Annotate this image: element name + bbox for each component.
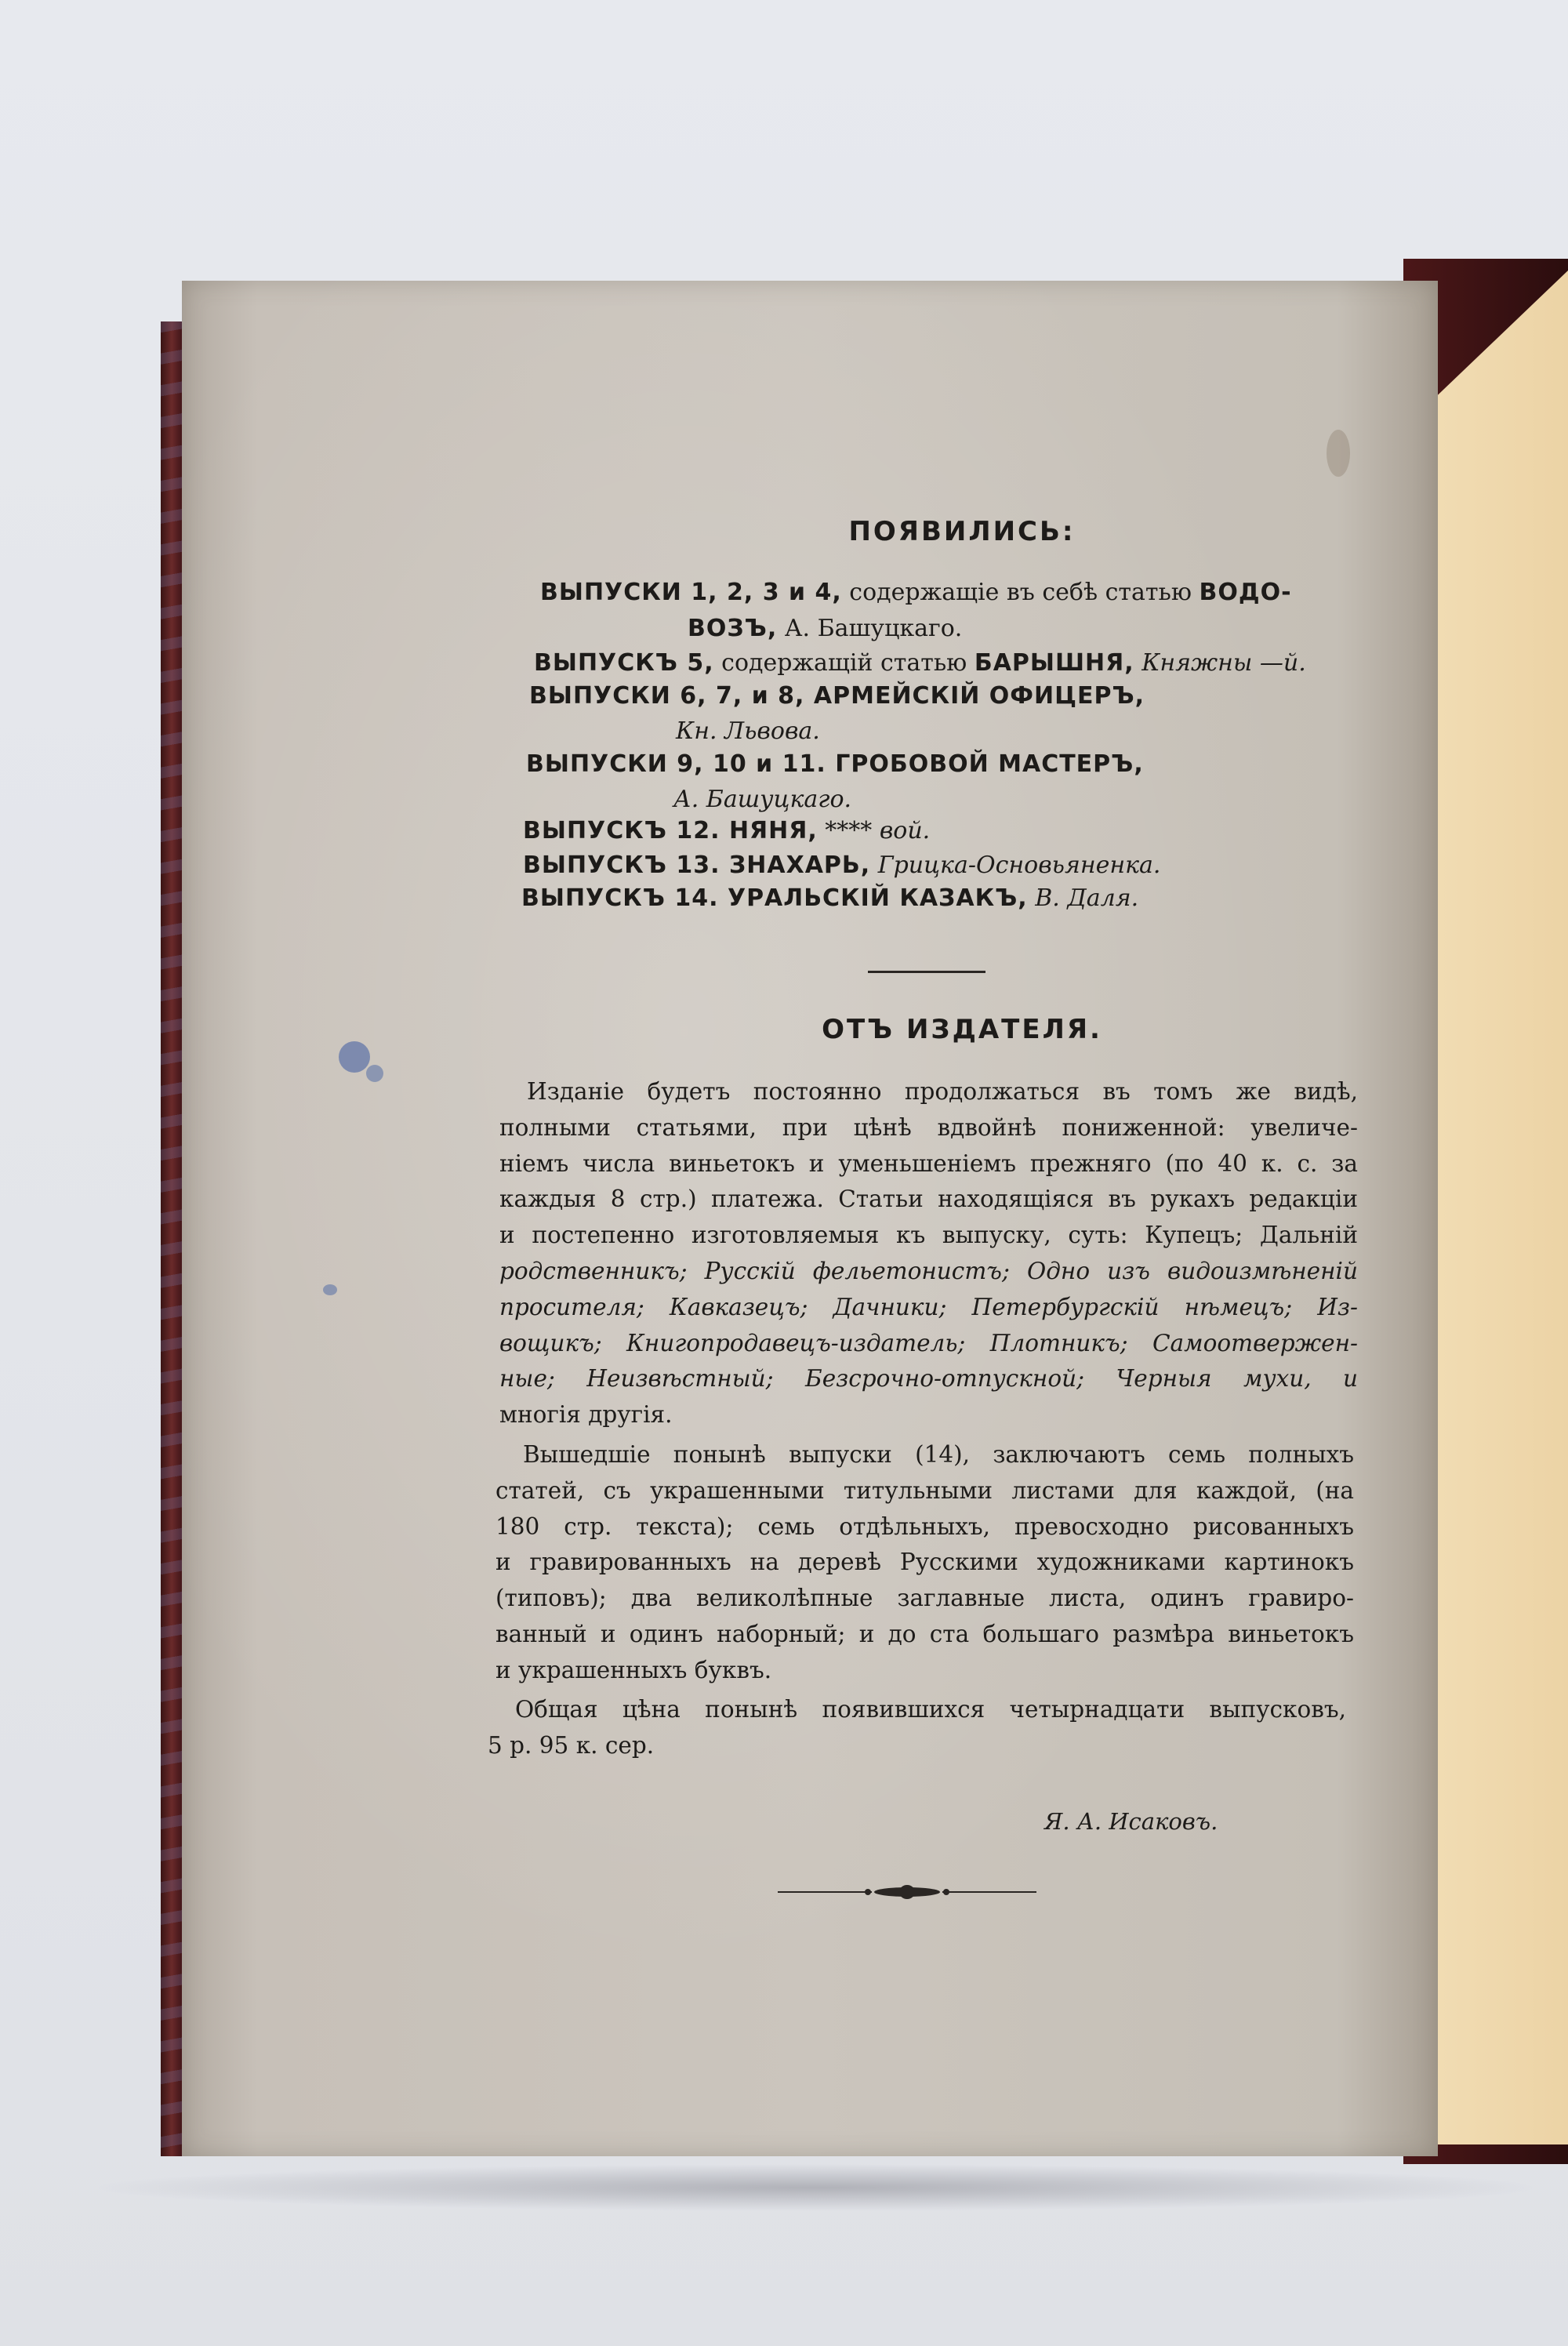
divider-rule: [868, 971, 985, 973]
appeared-heading: ПОЯВИЛИСЬ:: [848, 516, 1076, 547]
issue-entry: ВЫПУСКИ 6, 7, и 8, АРМЕЙСКІЙ ОФИЦЕРЪ,: [529, 682, 1145, 710]
issue-author: А. Башуцкаго.: [673, 786, 852, 813]
foxing-spot: [1327, 430, 1350, 477]
book-shadow: [86, 2164, 1544, 2211]
issue-entry: ВЫПУСКИ 1, 2, 3 и 4, содержащіе въ себѣ статью ВОДО-: [540, 579, 1292, 606]
issue-entry: ВЫПУСКЪ 14. УРАЛЬСКІЙ КАЗАКЪ, В. Даля.: [521, 884, 1139, 912]
issue-entry: ВЫПУСКЪ 13. ЗНАХАРЬ, Грицка-Основьяненка.: [523, 852, 1161, 879]
ink-stain: [366, 1065, 383, 1082]
issue-entry: ВЫПУСКЪ 12. НЯНЯ, **** вой.: [523, 817, 931, 844]
issue-entry: ВЫПУСКЪ 5, содержащій статью БАРЫШНЯ, Княжны —й.: [534, 649, 1306, 677]
publisher-paragraph-1: Изданіе будетъ постоянно продолжаться въ томъ же видѣ, полными статьями, при цѣнѣ вдвойнѣ пониженной: увеличе- ніемъ числа виньетокъ и уменьшеніемъ прежняго (по 40 к. с. за каждыя 8 стр.) платежа. Статьи находящіяся въ рукахъ редакціи и постепенно изготовляемыя къ выпуску, суть: Купецъ; Дальній родственникъ; Русскій фельетонистъ; Одно изъ видоизмѣненій просителя; Кавказецъ; Дачники; Петербургскій нѣмецъ; Из- вощикъ; Книгопродавецъ-издатель; Плотникъ; Самоотвержен- ные; Неизвѣстный; Безсрочно-отпускной; Черныя мухи, и многія другія.: [499, 1078, 1358, 1429]
publisher-paragraph-3: Общая цѣна понынѣ появившихся четырнадцати выпусковъ, 5 р. 95 к. сер.: [488, 1696, 1346, 1759]
issue-entry: ВЫПУСКИ 9, 10 и 11. ГРОБОВОЙ МАСТЕРЪ,: [526, 750, 1144, 778]
ink-stain: [339, 1041, 370, 1073]
printed-page: [182, 281, 1438, 2156]
ink-stain: [323, 1284, 337, 1295]
issue-entry: ВОЗЪ, А. Башуцкаго.: [688, 615, 963, 642]
issue-author: Кн. Львова.: [676, 717, 820, 745]
publisher-signature: Я. А. Исаковъ.: [1044, 1808, 1218, 1835]
ornament-rule: [778, 1880, 1036, 1904]
publisher-paragraph-2: Вышедшіе понынѣ выпуски (14), заключаютъ семь полныхъ статей, съ украшенными титульными листами для каждой, (на 180 стр. текста); семь отдѣльныхъ, превосходно рисованныхъ и гравированныхъ на деревѣ Русскими художниками картинокъ (типовъ); два великолѣпные заглавные листа, одинъ гравиро- ванный и одинъ наборный; и до ста большаго размѣра виньетокъ и украшенныхъ буквъ.: [495, 1441, 1354, 1683]
publisher-heading: ОТЪ ИЗДАТЕЛЯ.: [822, 1014, 1102, 1045]
